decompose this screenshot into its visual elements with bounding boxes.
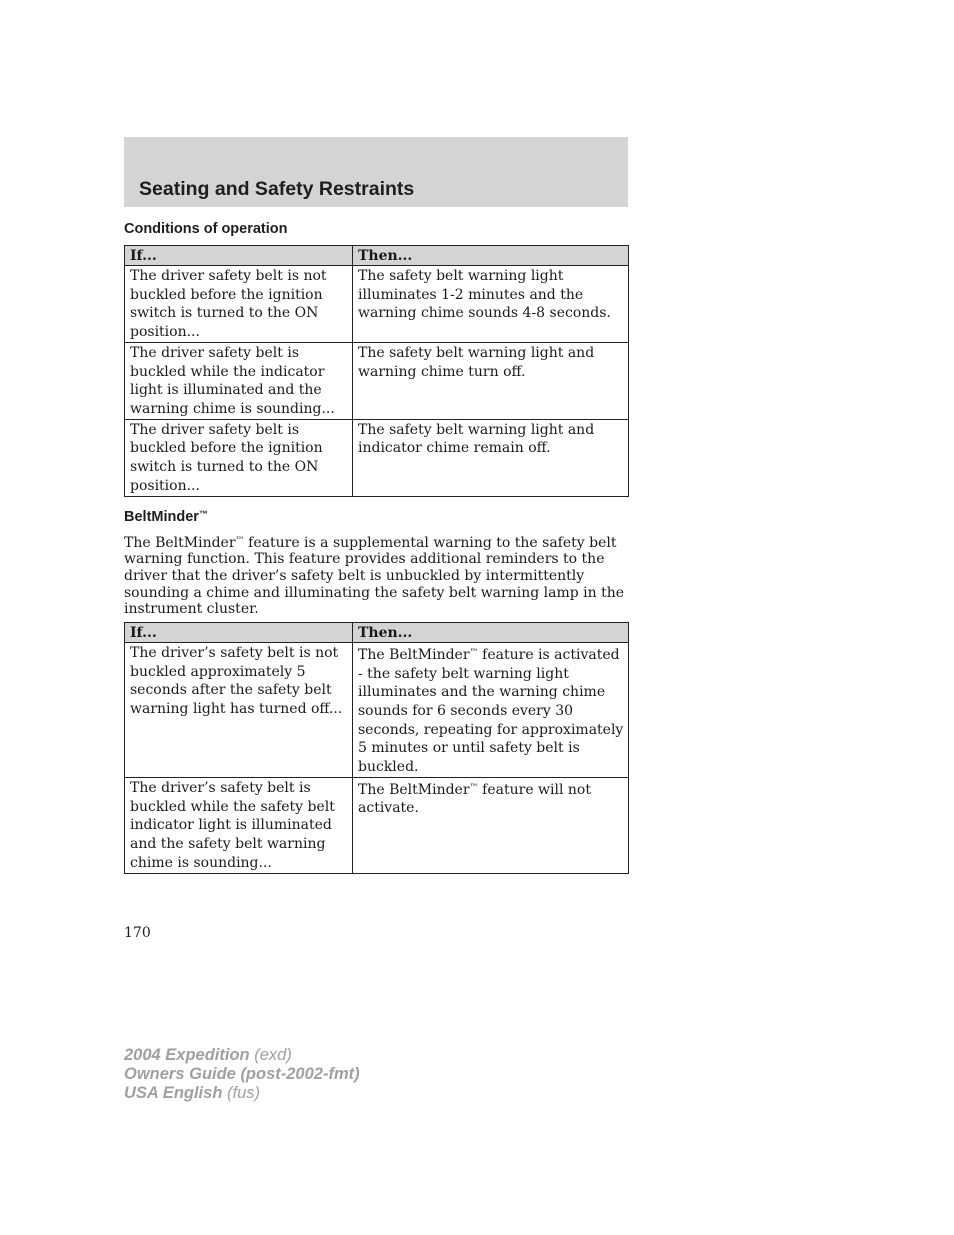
table-row (125, 419, 629, 496)
condition-cell: The driver safety belt is not buckled before the ignition switch is turned to the ON position... (125, 266, 353, 343)
condition-cell: The driver’s safety belt is not buckled approximately 5 seconds after the safety belt warning light has turned off... (125, 643, 353, 778)
condition-cell: The driver safety belt is buckled while the indicator light is illuminated and the warning chime is sounding... (125, 342, 353, 419)
trademark-mark: ™ (235, 536, 244, 546)
table-header-row (125, 623, 629, 643)
footer-language: USA English (124, 1084, 223, 1102)
conditions-heading: Conditions of operation (124, 221, 288, 237)
column-header-then: Then... (353, 623, 629, 643)
result-text-rest: feature is activated - the safety belt warning light illuminates and the warning chime sounds for 6 seconds every 30 seconds, repeating for approximately 5 minutes or until safety belt is buckled. (358, 646, 624, 776)
result-cell (353, 643, 629, 778)
table-row (125, 266, 629, 343)
footer-guide: Owners Guide (post-2002-fmt) (124, 1065, 360, 1083)
conditions-table (124, 245, 629, 497)
trademark-mark: ™ (469, 782, 478, 793)
column-header-if: If... (125, 246, 353, 266)
condition-cell: The driver’s safety belt is buckled while the safety belt indicator light is illuminated and the safety belt warning chime is sounding... (125, 777, 353, 873)
beltminder-description (124, 533, 628, 618)
footer-line-2 (124, 1065, 360, 1084)
trademark-mark: ™ (198, 509, 208, 519)
section-header-band (124, 137, 628, 207)
page-number: 170 (124, 925, 151, 941)
footer-line-3 (124, 1084, 360, 1103)
trademark-mark: ™ (469, 648, 478, 658)
result-text-start: The BeltMinder (358, 781, 470, 798)
footer-language-code: (fus) (222, 1084, 260, 1102)
beltminder-description-rest: feature is a supplemental warning to the safety belt warning function. This feature provides additional reminders to the driver that the driver’s safety belt is unbuckled by intermittently sounding a chime and illuminating the safety belt warning lamp in the instrument cluster. (124, 534, 625, 618)
table-row (125, 342, 629, 419)
footer-model: 2004 Expedition (124, 1046, 250, 1064)
section-title: Seating and Safety Restraints (139, 178, 415, 200)
column-header-if: If... (125, 623, 353, 643)
result-cell (353, 777, 629, 873)
result-cell: The safety belt warning light and warning chime turn off. (353, 342, 629, 419)
result-text-start: The BeltMinder (358, 646, 470, 663)
column-header-then: Then... (353, 246, 629, 266)
beltminder-heading (124, 509, 207, 525)
footer-line-1 (124, 1046, 360, 1065)
beltminder-table (124, 622, 629, 874)
result-cell: The safety belt warning light illuminates 1-2 minutes and the warning chime sounds 4-8 seconds. (353, 266, 629, 343)
result-text-rest: feature will not activate. (358, 781, 591, 817)
table-header-row (125, 246, 629, 266)
beltminder-description-start: The BeltMinder (124, 534, 236, 551)
condition-cell: The driver safety belt is buckled before the ignition switch is turned to the ON position... (125, 419, 353, 496)
document-footer (124, 1046, 360, 1103)
table-row (125, 643, 629, 778)
footer-model-code: (exd) (249, 1046, 292, 1064)
beltminder-heading-text: BeltMinder (124, 509, 199, 526)
table-row (125, 777, 629, 873)
result-cell: The safety belt warning light and indicator chime remain off. (353, 419, 629, 496)
